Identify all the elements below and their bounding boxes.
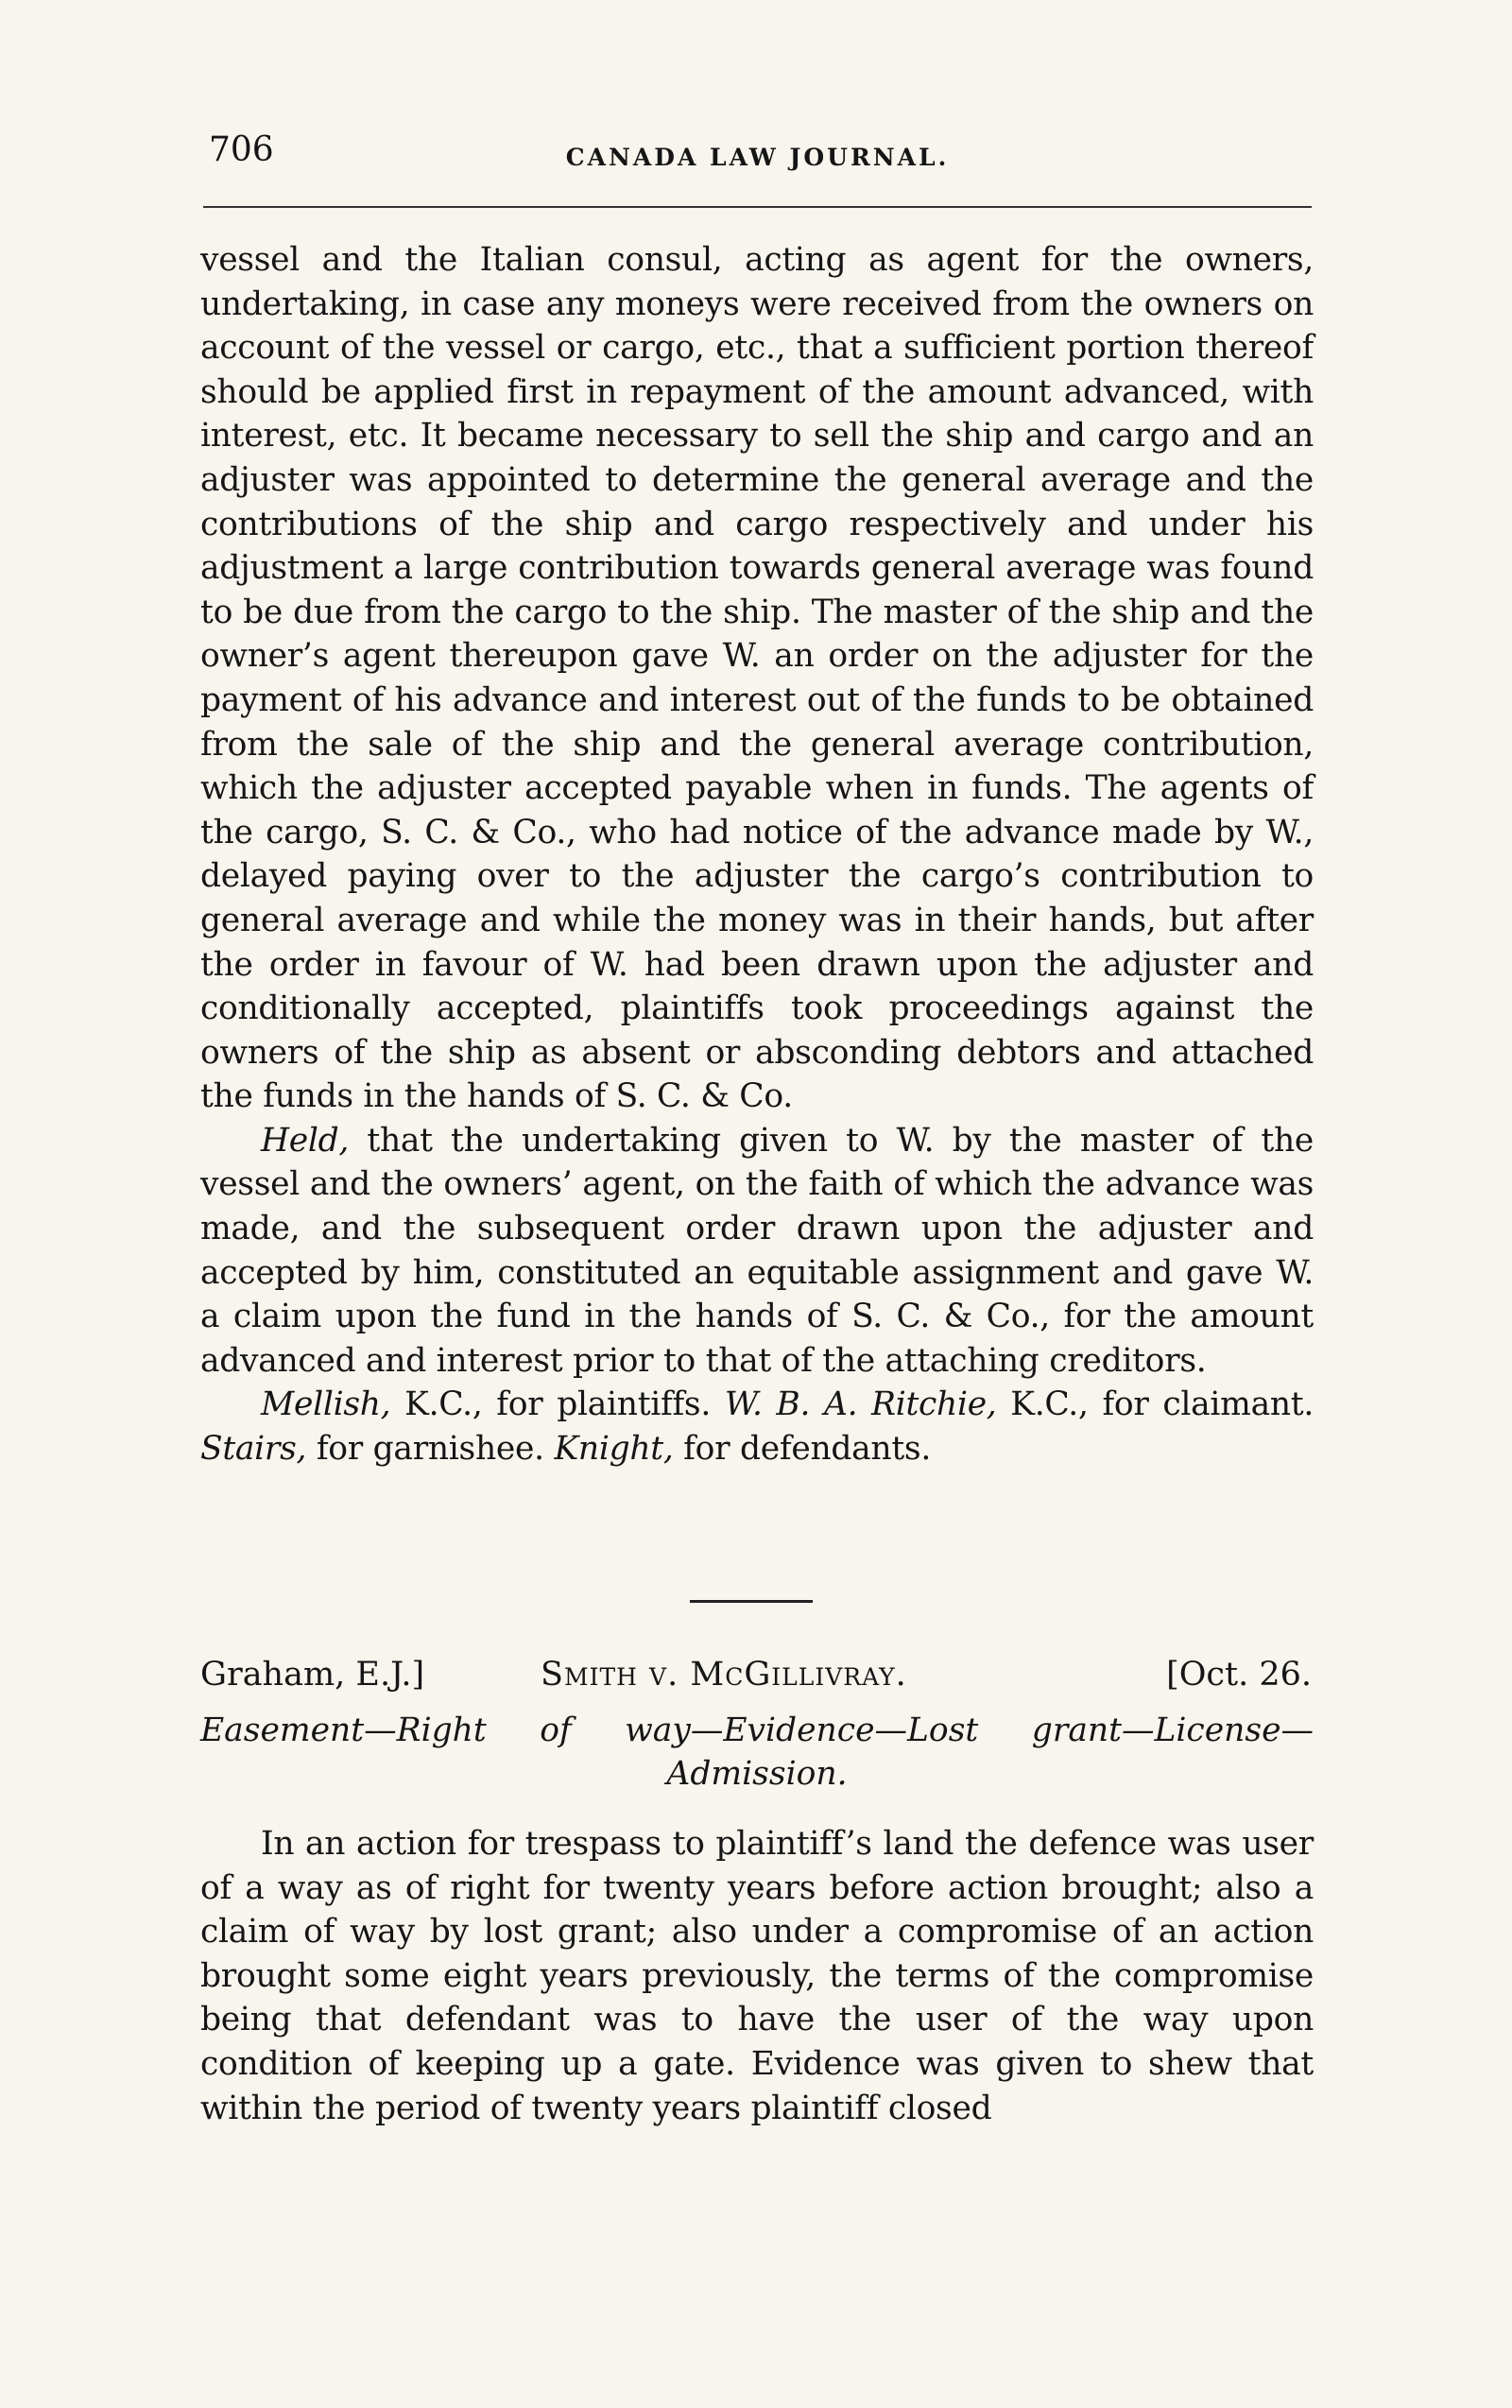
case-date: [Oct. 26. (1166, 1656, 1312, 1694)
case-title: Smith v. McGillivray. (541, 1656, 907, 1694)
new-case-body (200, 1822, 1314, 2130)
case-headnote: Easement—Right of way—Evidence—Lost grant—License—Admission. (200, 1711, 1314, 1793)
held-text: that the undertaking given to W. by the master of the vessel and the owners’ agent, on the faith of which the advance was made, and the subsequent order drawn upon the adjuster and accepted by him, constituted an equitable assignment and gave W. a claim upon the fund in the hands of S. C. & Co., for the amount advanced and interest prior to that of the attaching creditors. (200, 1121, 1314, 1380)
paragraph-action: In an action for trespass to plaintiff’s land the defence was user of a way as of right for twenty years before action brought; also a claim of way by lost grant; also under a compromise of an action brought some eight years previously, the terms of the compromise being that defendant was to have the user of the way upon condition of keeping up a gate. Evidence was given to shew that within the period of twenty years plaintiff closed (200, 1825, 1314, 2127)
paragraph-facts: vessel and the Italian consul, acting as agent for the owners, undertaking, in case any moneys were received from the owners on account of the vessel or cargo, etc., that a sufficient portion thereof should be applied first in repayment of the amount advanced, with interest, etc. It became necessary to sell the ship and cargo and an adjuster was appointed to determine the general average and the contributions of the ship and cargo respectively and under his adjustment a large contribution towards general average was found to be due from the cargo to the ship. The master of the ship and the owner’s agent thereupon gave W. an order on the adjuster for the payment of his advance and interest out of the funds to be obtained from the sale of the ship and the general average contribution, which the adjuster accepted payable when in funds. The agents of the cargo, S. C. & Co., who had notice of the advance made by W., delayed paying over to the adjuster the cargo’s contribution to general average and while the money was in their hands, but after the order in favour of W. had been drawn upon the adjuster and conditionally accepted, plaintiffs took proceedings against the owners of the ship as absent or absconding debtors and attached the funds in the hands of S. C. & Co. (200, 241, 1314, 1116)
continued-case-body (200, 238, 1314, 1471)
header-rule (203, 206, 1312, 208)
counsel-name-2: W. B. A. Ritchie, (724, 1385, 997, 1424)
counsel-name-1: Mellish, (261, 1385, 391, 1424)
paragraph-counsel (200, 1383, 1314, 1471)
case-header (200, 1656, 1312, 1703)
counsel-name-3: Stairs, (200, 1430, 307, 1469)
running-title: CANADA LAW JOURNAL. (565, 144, 950, 171)
page-header (203, 130, 1312, 187)
page-number: 706 (209, 130, 274, 169)
counsel-text-1: K.C., for plaintiffs. (390, 1385, 725, 1424)
counsel-text-3: for garnishee. (306, 1430, 555, 1469)
counsel-name-4: Knight, (554, 1430, 674, 1469)
counsel-text-2: K.C., for claimant. (996, 1385, 1314, 1424)
counsel-text-4: for defendants. (673, 1430, 931, 1469)
court-judge: Graham, E.J.] (200, 1656, 425, 1694)
held-label: Held, (261, 1121, 350, 1160)
paragraph-held (200, 1119, 1314, 1384)
section-divider (690, 1600, 813, 1603)
